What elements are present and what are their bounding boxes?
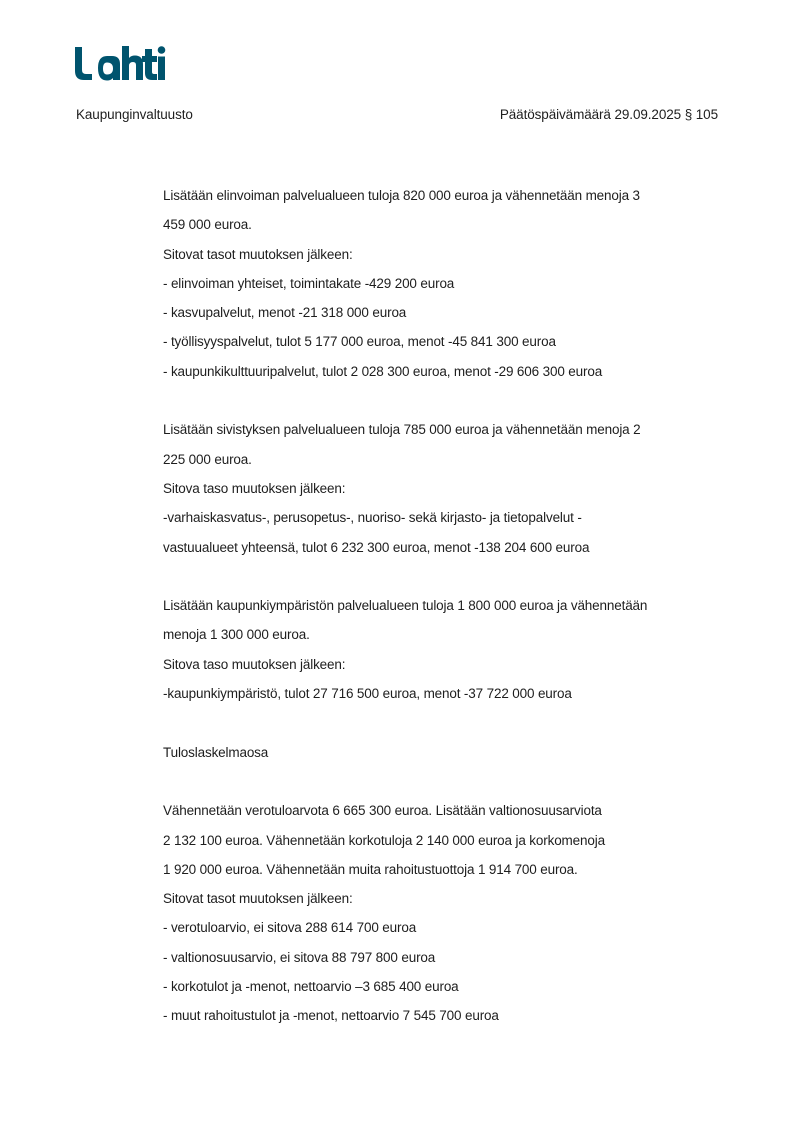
decision-date: Päätöspäivämäärä 29.09.2025 § 105 [499,107,718,122]
document-body [163,181,723,1031]
paragraph-line: Sitova taso muutoksen jälkeen: [163,656,346,672]
paragraph-line: Sitovat tasot muutoksen jälkeen: [163,891,353,907]
list-item: - työllisyyspalvelut, tulot 5 177 000 euroa, menot -45 841 300 euroa [163,334,556,350]
paragraph-line: menoja 1 300 000 euroa. [163,627,310,643]
spacer [163,562,723,591]
list-item: - korkotulot ja -menot, nettoarvio –3 685 400 euroa [163,979,459,995]
section-elinvoima [163,181,723,386]
section-tuloslaskelma [163,796,723,1030]
list-item: - muut rahoitustulot ja -menot, nettoarvio 7 545 700 euroa [163,1008,499,1024]
paragraph-line: Sitova taso muutoksen jälkeen: [163,480,346,496]
list-item: - kasvupalvelut, menot -21 318 000 euroa [163,305,407,321]
paragraph-line: 225 000 euroa. [163,451,252,467]
paragraph-line: 1 920 000 euroa. Vähennetään muita rahoitustuottoja 1 914 700 euroa. [163,861,578,877]
paragraph-line: 2 132 100 euroa. Vähennetään korkotuloja 2 140 000 euroa ja korkomenoja [163,832,605,848]
paragraph-line: Lisätään elinvoiman palvelualueen tuloja 820 000 euroa ja vähennetään menoja 3 [163,188,640,203]
section-kaupunkiymparisto [163,591,723,708]
list-item: - kaupunkikulttuuripalvelut, tulot 2 028 300 euroa, menot -29 606 300 euroa [163,363,603,379]
paragraph-line: Lisätään kaupunkiympäristön palvelualueen tuloja 1 800 000 euroa ja vähennetään [163,598,648,614]
paragraph-line: 459 000 euroa. [163,217,252,233]
list-item: -varhaiskasvatus-, perusopetus-, nuoriso- sekä kirjasto- ja tietopalvelut - [163,510,582,526]
list-item: vastuualueet yhteensä, tulot 6 232 300 euroa, menot -138 204 600 euroa [163,539,590,555]
spacer [163,767,723,796]
section-heading: Tuloslaskelmaosa [163,744,269,760]
paragraph-line: Lisätään sivistyksen palvelualueen tuloja 785 000 euroa ja vähennetään menoja 2 [163,422,641,438]
lahti-logo [74,44,166,82]
list-item: -kaupunkiympäristö, tulot 27 716 500 euroa, menot -37 722 000 euroa [163,686,572,702]
list-item: - verotuloarvio, ei sitova 288 614 700 euroa [163,920,417,936]
paragraph-line: Sitovat tasot muutoksen jälkeen: [163,246,353,262]
organ-name: Kaupunginvaltuusto [76,107,193,122]
spacer [163,708,723,737]
list-item: - valtionosuusarvio, ei sitova 88 797 800 euroa [163,949,436,965]
list-item: - elinvoiman yhteiset, toimintakate -429 200 euroa [163,275,455,291]
paragraph-line: Vähennetään verotuloarvota 6 665 300 euroa. Lisätään valtionosuusarviota [163,803,602,819]
section-sivistys [163,415,723,561]
section-heading-tuloslaskelmaosa [163,738,723,767]
spacer [163,386,723,415]
